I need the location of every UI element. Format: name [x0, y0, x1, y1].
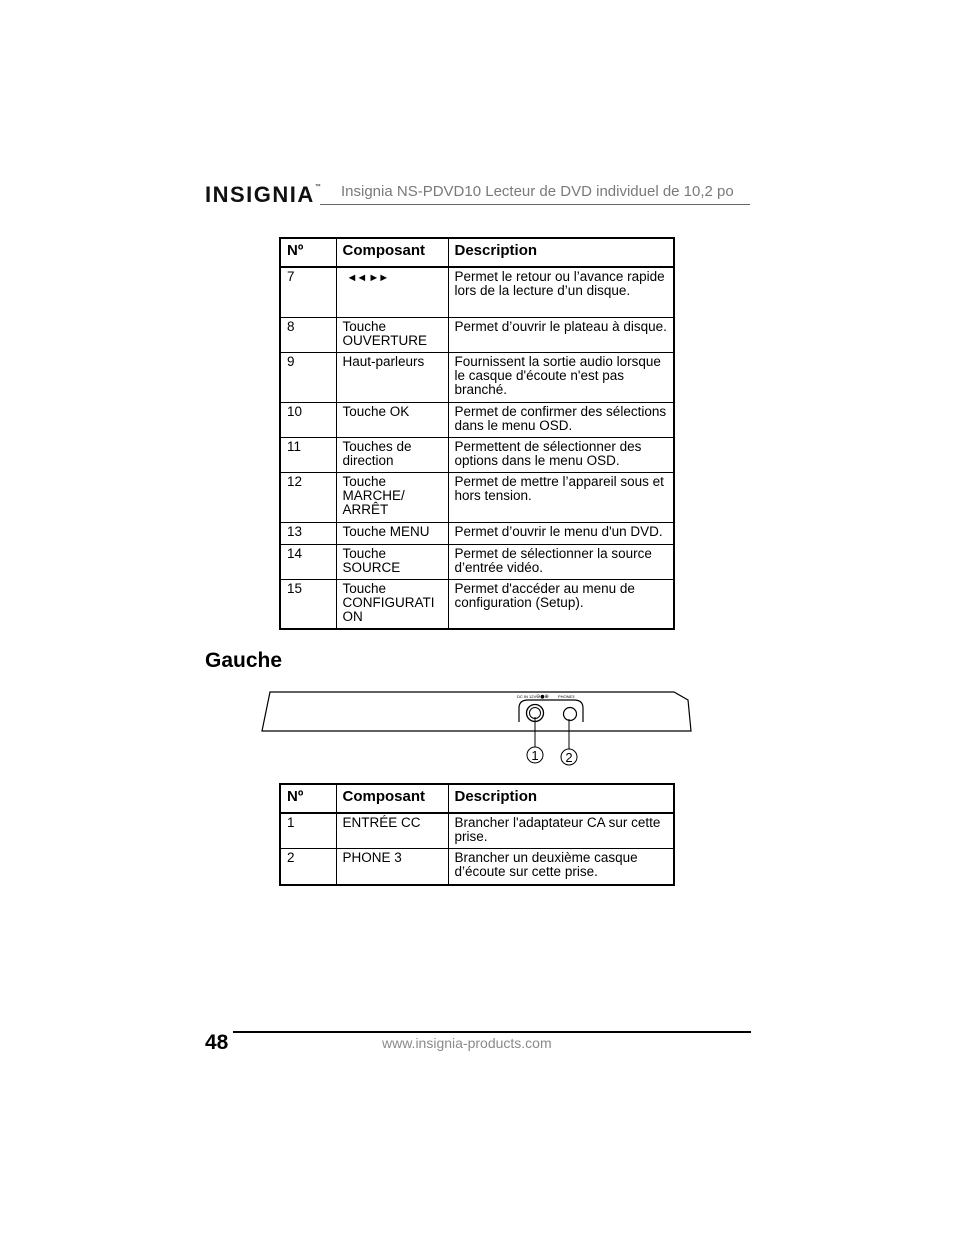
- table-row: [280, 402, 674, 437]
- row-component: Touche MARCHE/ ARRÊT: [336, 472, 448, 522]
- row-description: Permet de sélectionner la source d’entrée vidéo.: [448, 544, 674, 579]
- row-description: Permet d’ouvrir le plateau à disque.: [448, 317, 674, 352]
- dc-in-label: DC IN 12V: [517, 694, 537, 699]
- component-table-left-side: [279, 783, 675, 886]
- table-row: [280, 317, 674, 352]
- row-description: Permet d’ouvrir le menu d'un DVD.: [448, 522, 674, 544]
- row-number: 10: [280, 402, 336, 437]
- row-component: Touche MENU: [336, 522, 448, 544]
- row-component: Touche OK: [336, 402, 448, 437]
- footer-url: www.insignia-products.com: [382, 1035, 552, 1051]
- header-number: Nº: [280, 784, 336, 813]
- callout-label-2: 2: [565, 750, 573, 765]
- row-number: 13: [280, 522, 336, 544]
- row-description: Fournissent la sortie audio lorsque le casque d'écoute n'est pas branché.: [448, 352, 674, 402]
- table-row: [280, 472, 674, 522]
- table-row: [280, 849, 674, 885]
- left-side-panel-diagram: [260, 688, 694, 770]
- rewind-forward-glyphs: ◄◄ ►►: [346, 272, 389, 284]
- table-row: [280, 267, 674, 317]
- row-number: 1: [280, 813, 336, 849]
- row-number: 15: [280, 579, 336, 629]
- table-header-row: [280, 238, 674, 267]
- footer-rule: [233, 1031, 751, 1033]
- row-description: Permet de mettre l’appareil sous et hors tension.: [448, 472, 674, 522]
- logo-text: INSIGNIA: [205, 182, 315, 207]
- table-row: [280, 437, 674, 472]
- row-number: 2: [280, 849, 336, 885]
- row-component: Haut-parleurs: [336, 352, 448, 402]
- header-rule: [320, 204, 750, 205]
- row-description: Permet de confirmer des sélections dans le menu OSD.: [448, 402, 674, 437]
- dc-in-jack-inner: [530, 708, 541, 719]
- row-component: Touche CONFIGURATI ON: [336, 579, 448, 629]
- phone-label: PHONE3: [558, 694, 575, 699]
- header-title: Insignia NS-PDVD10 Lecteur de DVD individuel de 10,2 po: [341, 183, 734, 200]
- row-component: Touches de direction: [336, 437, 448, 472]
- device-side-outline: [262, 692, 691, 731]
- table-row: [280, 579, 674, 629]
- table-row: [280, 813, 674, 849]
- row-component: PHONE 3: [336, 849, 448, 885]
- row-number: 9: [280, 352, 336, 402]
- trademark-mark: ™: [314, 184, 321, 190]
- row-number: 12: [280, 472, 336, 522]
- row-component: Touche SOURCE: [336, 544, 448, 579]
- callout-label-1: 1: [531, 748, 539, 763]
- row-description: Permettent de sélectionner des options dans le menu OSD.: [448, 437, 674, 472]
- header-number: Nº: [280, 238, 336, 267]
- table-row: [280, 522, 674, 544]
- header-component: Composant: [336, 238, 448, 267]
- page-number: 48: [205, 1031, 229, 1054]
- header-description: Description: [448, 784, 674, 813]
- row-number: 11: [280, 437, 336, 472]
- insignia-logo: [205, 182, 321, 208]
- table-row: [280, 352, 674, 402]
- table-header-row: [280, 784, 674, 813]
- header-component: Composant: [336, 784, 448, 813]
- section-title-gauche: Gauche: [205, 649, 283, 672]
- row-description: Brancher l'adaptateur CA sur cette prise.: [448, 813, 674, 849]
- row-description: Permet le retour ou l’avance rapide lors de la lecture d’un disque.: [448, 267, 674, 317]
- dc-polarity-icon: ⊖●⊕: [536, 694, 549, 700]
- row-number: 8: [280, 317, 336, 352]
- rewind-forward-icons: [336, 267, 448, 317]
- phone-jack: [564, 708, 577, 721]
- row-description: Permet d'accéder au menu de configuration (Setup).: [448, 579, 674, 629]
- row-component: ENTRÉE CC: [336, 813, 448, 849]
- row-number: 14: [280, 544, 336, 579]
- row-number: 7: [280, 267, 336, 317]
- component-table-top: [279, 237, 675, 630]
- table-row: [280, 544, 674, 579]
- header-description: Description: [448, 238, 674, 267]
- row-component: Touche OUVERTURE: [336, 317, 448, 352]
- row-description: Brancher un deuxième casque d’écoute sur cette prise.: [448, 849, 674, 885]
